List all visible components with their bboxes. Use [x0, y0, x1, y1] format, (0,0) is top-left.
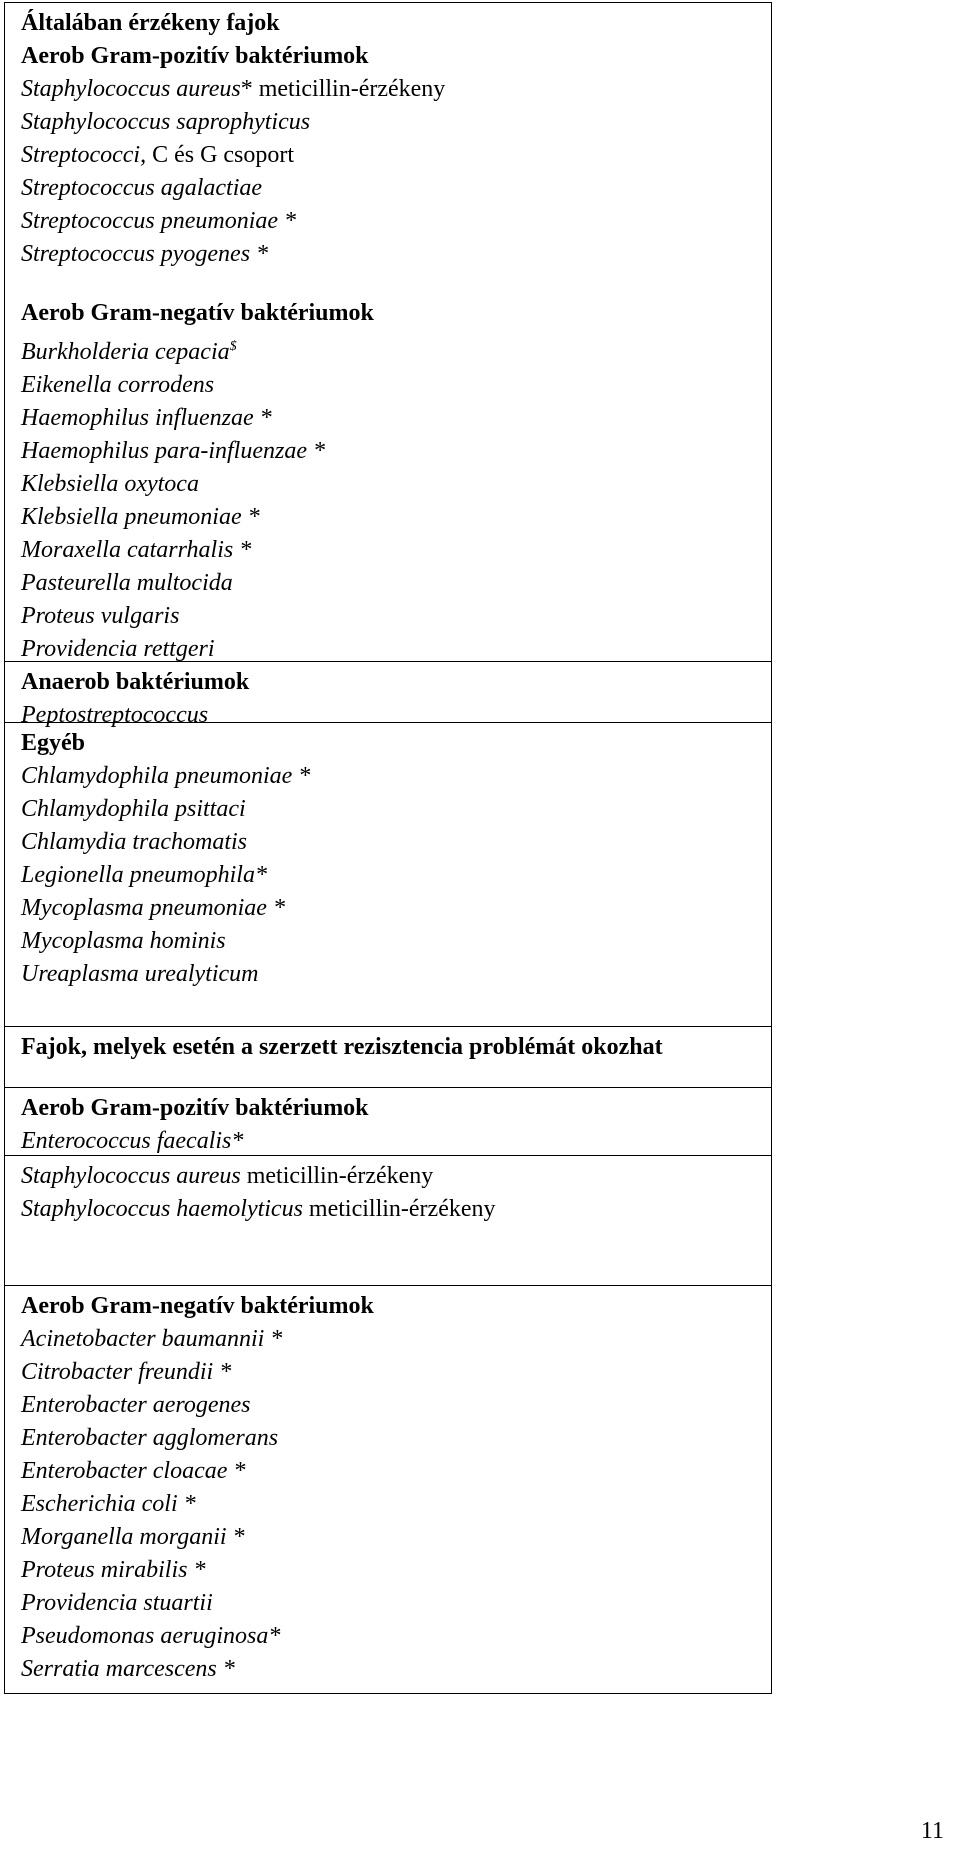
row-staphylococcus-resistance [5, 1156, 771, 1286]
page-number: 11 [920, 1818, 944, 1844]
list-item: Staphylococcus aureus* meticillin-érzékeny [21, 76, 446, 102]
susceptibility-table [4, 2, 772, 1694]
heading-aerobic-gram-negative: Aerob Gram-negatív baktériumok [21, 300, 374, 326]
list-item: Staphylococcus aureus meticillin-érzékeny [21, 1163, 434, 1189]
row-gram-positive-resistance [5, 1088, 771, 1156]
heading-anaerobic: Anaerob baktériumok [21, 669, 250, 695]
list-item: Enterobacter agglomerans [21, 1425, 279, 1451]
list-item: Streptococcus pneumoniae * [21, 208, 297, 234]
list-item: Acinetobacter baumannii * [21, 1326, 283, 1352]
row-other [5, 723, 771, 1027]
section-title-acquired-resistance: Fajok, melyek esetén a szerzett rezisztencia problémát okozhat [21, 1034, 663, 1060]
list-item: Streptococcus agalactiae [21, 175, 263, 201]
list-item: Providencia rettgeri [21, 636, 215, 662]
heading-aerobic-gram-positive: Aerob Gram-pozitív baktériumok [21, 43, 369, 69]
list-item: Chlamydophila pneumoniae * [21, 763, 311, 789]
list-item: Eikenella corrodens [21, 372, 215, 398]
list-item: Proteus vulgaris [21, 603, 180, 629]
list-item: Burkholderia cepacia$ [21, 339, 237, 365]
list-item: Serratia marcescens * [21, 1656, 235, 1682]
list-item: Mycoplasma hominis [21, 928, 226, 954]
list-item: Peptostreptococcus [21, 702, 209, 728]
list-item: Pseudomonas aeruginosa* [21, 1623, 281, 1649]
list-item: Enterobacter aerogenes [21, 1392, 251, 1418]
list-item: Staphylococcus haemolyticus meticillin-érzékeny [21, 1196, 496, 1222]
row-gram-negative-resistance [5, 1286, 771, 1693]
list-item: Streptococci, C és G csoport [21, 142, 295, 168]
section-title-generally-susceptible: Általában érzékeny fajok [21, 10, 280, 36]
row-generally-susceptible [5, 3, 771, 662]
list-item: Citrobacter freundii * [21, 1359, 232, 1385]
list-item: Staphylococcus saprophyticus [21, 109, 311, 135]
heading-aerobic-gram-positive: Aerob Gram-pozitív baktériumok [21, 1095, 369, 1121]
list-item: Pasteurella multocida [21, 570, 233, 596]
list-item: Legionella pneumophila* [21, 862, 267, 888]
list-item: Enterococcus faecalis* [21, 1128, 244, 1154]
list-item: Mycoplasma pneumoniae * [21, 895, 285, 921]
heading-aerobic-gram-negative: Aerob Gram-negatív baktériumok [21, 1293, 374, 1319]
list-item: Haemophilus para-influenzae * [21, 438, 325, 464]
list-item: Morganella morganii * [21, 1524, 245, 1550]
list-item: Chlamydophila psittaci [21, 796, 246, 822]
list-item: Streptococcus pyogenes * [21, 241, 269, 267]
row-acquired-resistance [5, 1027, 771, 1088]
list-item: Chlamydia trachomatis [21, 829, 247, 855]
list-item: Ureaplasma urealyticum [21, 961, 259, 987]
heading-other: Egyéb [21, 730, 86, 756]
list-item: Proteus mirabilis * [21, 1557, 206, 1583]
list-item: Klebsiella pneumoniae * [21, 504, 260, 530]
list-item: Escherichia coli * [21, 1491, 196, 1517]
list-item: Haemophilus influenzae * [21, 405, 272, 431]
list-item: Providencia stuartii [21, 1590, 213, 1616]
list-item: Klebsiella oxytoca [21, 471, 199, 497]
list-item: Enterobacter cloacae * [21, 1458, 246, 1484]
list-item: Moraxella catarrhalis * [21, 537, 252, 563]
row-anaerobic [5, 662, 771, 728]
